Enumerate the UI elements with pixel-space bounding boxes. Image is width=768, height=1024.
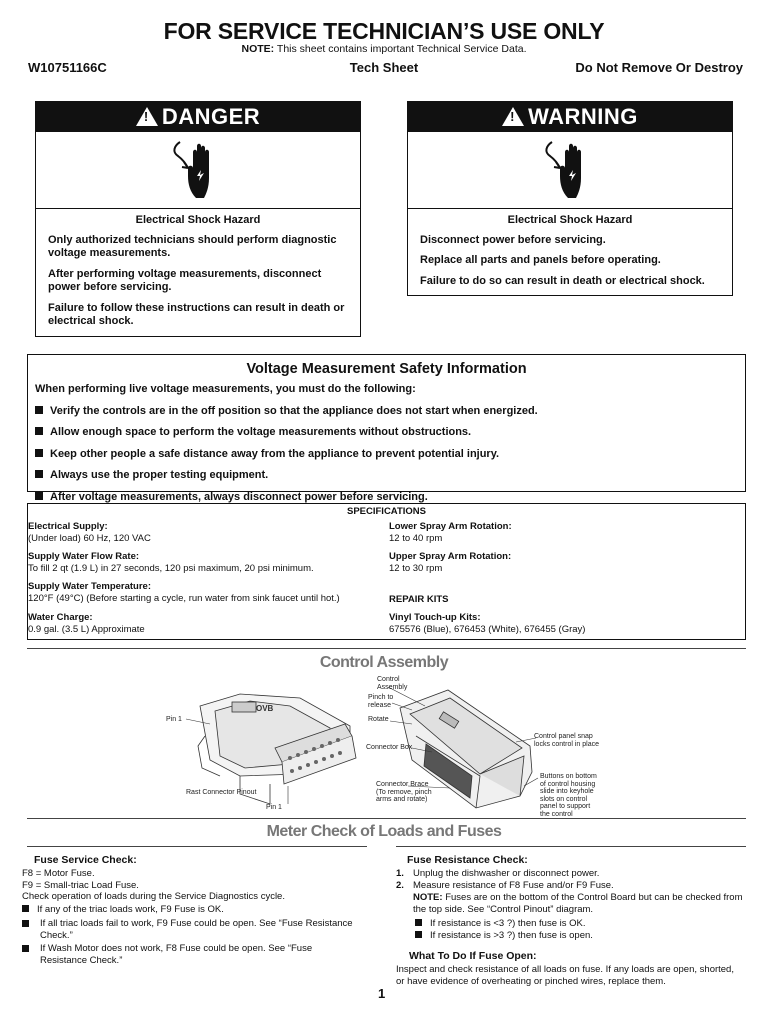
voltage-item: Always use the proper testing equipment. [35, 467, 745, 485]
label-rast-connector: Rast Connector Pinout [186, 789, 257, 796]
fuse-open-text: Inspect and check resistance of all loads on fuse. If any loads are open, shorted, or have evidence of overheating or pinched wires, replace them. [396, 964, 734, 987]
specs-title: SPECIFICATIONS [347, 506, 426, 517]
warning-line: Disconnect power before servicing. [420, 233, 606, 246]
label-buttons-bottom: Buttons on bottom of control housing slide into keyhole slots on control panel to support the control [540, 773, 597, 818]
fuse-service-text: F8 = Motor Fuse. F9 = Small-triac Load Fuse. Check operation of loads during the Service Diagnostics cycle. [22, 868, 285, 902]
danger-subtitle: Electrical Shock Hazard [135, 214, 261, 226]
danger-box [35, 101, 361, 337]
page-title: FOR SERVICE TECHNICIAN’S USE ONLY [163, 18, 605, 44]
part-number: W10751166C [28, 60, 107, 75]
note-label: NOTE: [241, 43, 275, 55]
divider [396, 846, 746, 847]
danger-line: Failure to follow these instructions can result in death or electrical shock. [48, 301, 345, 327]
voltage-item: Verify the controls are in the off position so that the appliance does not start when energized. [35, 403, 745, 421]
label-panel-snap: Control panel snap locks control in place [534, 733, 599, 748]
spec-touchup-kits: Vinyl Touch-up Kits: 675576 (Blue), 676453 (White), 676455 (Gray) [389, 612, 586, 635]
divider [27, 846, 367, 847]
warning-label: WARNING [528, 104, 638, 129]
label-pinch-release: Pinch to release [368, 694, 394, 709]
fuse-service-bullet: If all triac loads fail to work, F9 Fuse could be open. See “Fuse Resistance Check.” [22, 918, 372, 941]
voltage-title: Voltage Measurement Safety Information [246, 361, 527, 377]
danger-banner [36, 102, 360, 132]
electric-shock-hand-icon [408, 132, 732, 209]
label-pin1-bottom: Pin 1 [266, 804, 282, 811]
spec-water-temp: Supply Water Temperature: 120°F (49°C) (Before starting a cycle, run water from sink faucet until hot.) [28, 581, 340, 604]
label-pin1-top: Pin 1 [166, 716, 182, 723]
warning-line: Failure to do so can result in death or electrical shock. [420, 274, 705, 287]
warning-subtitle: Electrical Shock Hazard [507, 214, 633, 226]
fuse-resistance-bullet: If resistance is <3 ?) then fuse is OK. [415, 918, 745, 930]
sheet-type: Tech Sheet [349, 60, 419, 75]
alert-triangle-icon: ! [502, 107, 524, 126]
label-connector-brace: Connector Brace (To remove, pinch arms and rotate) [376, 781, 432, 803]
fuse-open-heading: What To Do If Fuse Open: [409, 950, 537, 962]
warning-line: Replace all parts and panels before operating. [420, 254, 661, 266]
voltage-safety-box [27, 354, 746, 503]
spec-lower-arm: Lower Spray Arm Rotation: 12 to 40 rpm [389, 521, 512, 544]
fuse-resistance-step: 1. Unplug the dishwasher or disconnect power. [396, 868, 600, 879]
board-label: OVB [256, 704, 274, 713]
fuse-resistance-heading: Fuse Resistance Check: [407, 854, 528, 866]
voltage-item: Keep other people a safe distance away from the appliance to prevent potential injury. [35, 446, 745, 464]
meter-check-title: Meter Check of Loads and Fuses [266, 823, 502, 840]
divider [27, 818, 746, 819]
electric-shock-hand-icon [36, 132, 360, 209]
voltage-intro: When performing live voltage measurements, you must do the following: [35, 383, 416, 395]
fuse-service-bullet: If Wash Motor does not work, F8 Fuse could be open. See “Fuse Resistance Check.” [22, 943, 372, 966]
header-note [0, 43, 768, 55]
page-number: 1 [378, 986, 386, 1001]
fuse-service-bullet: If any of the triac loads work, F9 Fuse is OK. [22, 904, 372, 916]
danger-label: DANGER [161, 104, 261, 129]
danger-line: After performing voltage measurements, disconnect power before servicing. [48, 267, 322, 293]
control-assembly-title: Control Assembly [319, 654, 449, 671]
label-control-assembly: Control Assembly [377, 676, 408, 691]
danger-line: Only authorized technicians should perform diagnostic voltage measurements. [48, 233, 337, 259]
fuse-resistance-note: NOTE: Fuses are on the bottom of the Control Board but can be checked from the top side. See “Control Pinout” diagram. [413, 892, 743, 915]
label-connector-box: Connector Box [366, 744, 413, 751]
retain-notice: Do Not Remove Or Destroy [575, 60, 743, 75]
spec-repair-kits: REPAIR KITS [389, 594, 449, 605]
label-rotate: Rotate [368, 716, 389, 723]
voltage-item: Allow enough space to perform the voltage measurements without obstructions. [35, 424, 745, 442]
alert-triangle-icon: ! [136, 107, 158, 126]
fuse-service-heading: Fuse Service Check: [34, 854, 137, 866]
warning-box [407, 101, 733, 296]
spec-flow-rate: Supply Water Flow Rate: To fill 2 qt (1.9 L) in 27 seconds, 120 psi maximum, 20 psi minimum. [28, 551, 314, 574]
fuse-resistance-bullet: If resistance is >3 ?) then fuse is open. [415, 930, 745, 942]
voltage-item: After voltage measurements, always disconnect power before servicing. [35, 489, 745, 507]
spec-water-charge: Water Charge: 0.9 gal. (3.5 L) Approximate [28, 612, 145, 635]
spec-upper-arm: Upper Spray Arm Rotation: 12 to 30 rpm [389, 551, 512, 574]
warning-banner [408, 102, 732, 132]
spec-electrical: Electrical Supply: (Under load) 60 Hz, 120 VAC [28, 521, 151, 544]
note-text: This sheet contains important Technical Service Data. [274, 43, 527, 55]
divider [27, 648, 746, 649]
fuse-resistance-step: 2. Measure resistance of F8 Fuse and/or F9 Fuse. [396, 880, 614, 891]
